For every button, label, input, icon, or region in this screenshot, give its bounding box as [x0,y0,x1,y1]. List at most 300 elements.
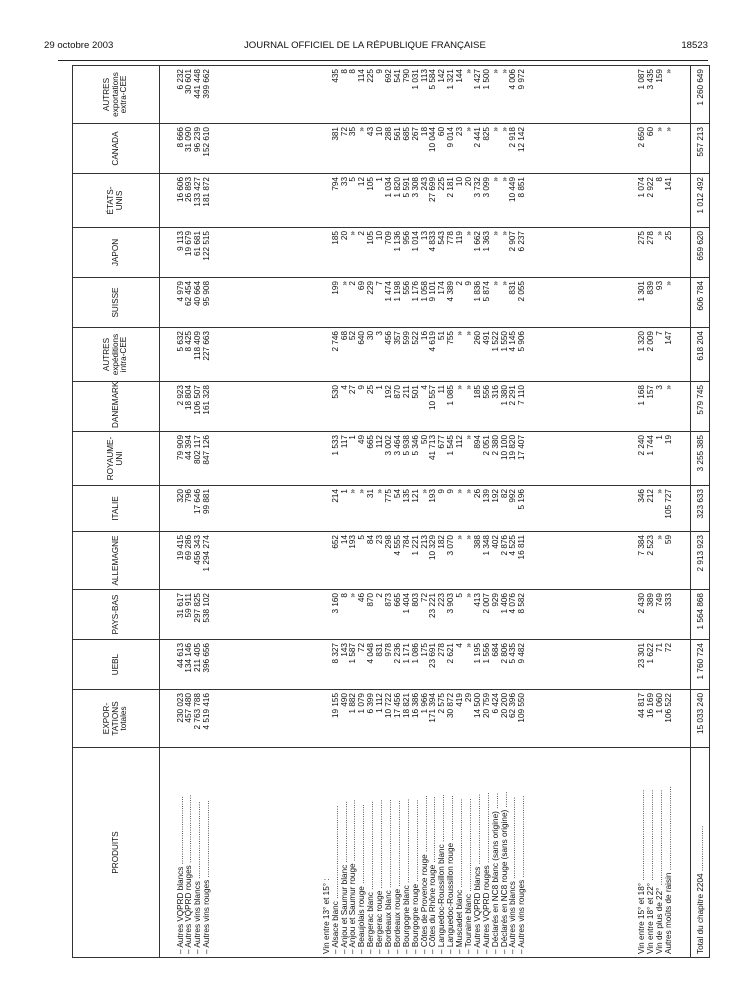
table-value: 1 085 [446,385,456,406]
table-value: 1 380 [499,385,509,406]
value-cell [160,382,229,432]
table-value: 1 427 [472,69,482,90]
table-value: » [455,535,465,540]
product-label: – Languedoc-Roussillon blanc ..................... [437,794,447,954]
table-value: 35 [348,127,358,137]
table-value: 435 [330,69,340,83]
table-value: 142 [437,69,447,83]
table-value: 10 [375,231,385,241]
table-value: 2 240 [636,435,646,456]
table-value: 143 [339,643,349,657]
table-value: » [463,331,473,336]
value-cell [160,124,229,174]
table-value: 298 [383,535,393,549]
table-value: » [339,281,349,286]
table-value: 4 145 [508,331,518,352]
column-header: SUISSE [73,278,160,328]
table-value: 26 [472,489,482,499]
table-value: 2 523 [645,535,655,556]
table-value: 749 [654,593,664,607]
table-value: 1 176 [410,281,420,302]
table-value: » [490,231,500,236]
table-value: 3 464 [392,435,402,456]
table-value: 992 [508,489,518,503]
table-value: 9 101 [428,281,438,302]
table-value: 147 [663,331,673,345]
table-value: 4 525 [508,535,518,556]
table-value: 211 405 [193,643,203,672]
table-value: 3 732 [472,177,482,198]
product-label: – Côtes du Rhône rouge ............................. [428,796,438,954]
total-value: 606 784 [691,278,710,328]
table-value: 870 [392,385,402,399]
table-row-group [160,66,229,958]
table-value: » [375,489,385,494]
total-label: Total du chapitre 2204 .................... [691,748,710,958]
table-value: » [663,69,673,74]
table-value: 12 [357,177,367,187]
table-value: 17 646 [193,489,203,515]
table-value: 684 [490,643,500,657]
table-value: 2 236 [392,643,402,664]
table-value: 20 759 [481,693,491,719]
table-value: 1 836 [472,281,482,302]
table-value: 27 699 [428,177,438,203]
table-value: 31 [366,489,376,499]
table-value: 4 389 [446,281,456,302]
table-value: 267 [410,127,420,141]
product-label: – Anjou et Saumur blanc ........................... [339,801,349,954]
table-value: 1 348 [481,535,491,556]
value-cell [160,278,229,328]
table-value: » [455,331,465,336]
table-value: 2 923 [175,385,185,406]
table-value: » [499,127,509,132]
table-value: 831 [375,643,385,657]
table-value: 133 427 [193,177,203,207]
table-value: » [663,281,673,286]
rotated-table [72,69,710,958]
table-value: 19 415 [175,535,185,561]
table-value: 9 [437,489,447,494]
table-value: 69 [357,281,367,291]
table-value: 1 622 [645,643,655,664]
value-cell [229,278,622,328]
table-value: 106 507 [193,385,203,415]
table-value: 9 113 [175,231,185,251]
table-value: » [499,177,509,182]
table-value: 8 582 [517,593,527,614]
table-value: 320 [175,489,185,503]
table-value: 192 [383,385,393,399]
table-value: 346 [636,489,646,503]
table-value: 112 [375,435,385,449]
table-value: 456 [383,331,393,345]
product-label: – Bergerac rouge ....................................... [375,799,385,954]
total-value: 557 213 [691,124,710,174]
table-value: 44 613 [175,643,185,669]
product-label: – Languedoc-Roussillon rouge .................... [446,795,456,954]
table-value: 61 681 [193,231,203,257]
table-value: 95 908 [202,281,212,307]
total-value: 15 033 240 [691,690,710,748]
table-value: 8 851 [517,177,527,198]
table-value: 9 [446,489,456,494]
table-value: » [654,231,664,236]
product-label: – Autres vins blancs .................................... [508,797,518,954]
table-value: 8 [654,177,664,182]
table-value: 1 500 [481,69,491,90]
total-value: 618 204 [691,328,710,382]
table-value: 60 [645,127,655,137]
table-value: 161 328 [202,385,212,415]
table-value: 9 972 [517,69,527,90]
table-value: 8 [339,593,349,598]
table-value: 1 [339,489,349,494]
product-label: – Autres VQPRD rouges .............................. [184,794,194,954]
table-row-group [621,66,690,958]
table-value: 778 [446,231,456,245]
table-value: 19 155 [330,693,340,719]
column-header: AUTRES expéditions intra-CEE [73,328,160,382]
header-date: 29 octobre 2003 [44,40,114,51]
table-value: 4 [339,385,349,390]
table-value: 16 386 [410,693,420,719]
table-value: 10 [455,177,465,187]
table-value: 2 763 788 [193,693,203,730]
table-value: 847 126 [202,435,212,465]
table-value: 2 181 [446,177,456,198]
value-cell [621,66,690,124]
value-cell [160,532,229,590]
column-header: ITALIE [73,486,160,532]
table-value: 229 [366,281,376,295]
table-value: 3 903 [446,593,456,614]
table-value: 62 396 [508,693,518,719]
header-title: JOURNAL OFFICIEL DE LA RÉPUBLIQUE FRANÇAISE [244,40,486,51]
table-value: 3 002 [383,435,393,456]
table-value: 141 [663,177,673,191]
table-value: 677 [437,435,447,449]
product-label: – Bourgogne rouge .................................... [410,799,420,954]
header-rule [58,60,708,61]
table-value: » [463,127,473,132]
table-value: 1 744 [645,435,655,456]
table-value: 2 876 [499,535,509,556]
table-value: 10 329 [428,535,438,561]
table-value: 1 533 [330,435,340,456]
table-value: 40 664 [193,281,203,307]
table-value: 794 [330,177,340,191]
table-value: 1 087 [636,69,646,90]
table-value: 152 610 [202,127,212,157]
value-cell [160,640,229,690]
table-value: 2 009 [645,331,655,352]
product-label: – Touraine blanc ......................................... [463,798,473,954]
table-value: » [455,385,465,390]
value-cell [229,690,622,748]
page-header [44,40,708,56]
table-value: 561 [392,127,402,141]
product-label: – Muscadet blanc ....................................... [455,798,465,954]
product-cell [621,748,690,958]
table-value: 490 [339,693,349,707]
table-value: 8 327 [330,643,340,664]
table-value: 6 399 [366,693,376,714]
table-value: 2 806 [499,643,509,664]
table-value: 530 [330,385,340,399]
table-value: 3 435 [645,69,655,90]
table-value: 185 [472,385,482,399]
table-value: » [463,593,473,598]
product-label: – Autres VQPRD blancs ............................... [472,793,482,954]
table-value: » [490,127,500,132]
table-value: 16 169 [645,693,655,719]
table-value: 99 881 [202,489,212,515]
total-value: 1 564 868 [691,590,710,640]
table-value: 106 522 [663,693,673,723]
column-header: PAYS-BAS [73,590,160,640]
table-value: 802 117 [193,435,203,464]
table-value: 1 [375,385,385,390]
table-value: 8 [339,69,349,74]
table-value: 174 [437,281,447,295]
table-value: 2 922 [645,177,655,198]
table-value: 114 [357,69,367,83]
table-value: 522 [410,331,420,345]
table-value: 4 [455,643,465,648]
table-value: 839 [645,281,655,295]
table-value: 357 [392,331,402,345]
total-value: 3 255 385 [691,432,710,486]
table-value: 1 198 [392,281,402,302]
table-value: 16 811 [517,535,527,560]
value-cell [160,328,229,382]
table-value: 541 [392,69,402,83]
table-value: 3 160 [330,593,340,614]
table-value: 1 820 [392,177,402,198]
table-value: 5 874 [481,281,491,302]
table-value: 7 [375,281,385,286]
table-value: 113 [419,69,429,83]
table-value: 2 380 [490,435,500,456]
product-label: – Bordeaux rouge ...................................... [392,800,402,954]
value-cell [160,486,229,532]
table-value: 171 394 [428,693,438,723]
column-header: UEBL [73,640,160,690]
value-cell [229,228,622,278]
table-value: 1 086 [410,643,420,664]
table-value: 23 301 [636,643,646,669]
value-cell [621,590,690,640]
table-value: 31 090 [184,127,194,153]
table-value: 456 343 [193,535,203,565]
table-value: 82 [499,489,509,499]
table-value: 1 320 [636,331,646,352]
table-value: 790 [401,69,411,83]
table-value: 72 [339,127,349,137]
table-value: 5 584 [428,69,438,90]
table-value: 2 575 [437,693,447,714]
table-value: 388 [472,535,482,549]
value-cell [621,486,690,532]
table-value: 25 [663,231,673,241]
table-value: 7 [654,331,664,336]
table-value: 4 979 [175,281,185,302]
table-value: 44 817 [636,693,646,719]
value-cell [621,532,690,590]
table-value: 775 [383,489,393,503]
value-cell [160,590,229,640]
table-value: » [463,643,473,648]
table-value: 2 [375,593,385,598]
value-cell [160,174,229,228]
column-header: JAPON [73,228,160,278]
table-value: 62 454 [184,281,194,307]
table-value: 12 142 [517,127,527,153]
table-value: 72 [663,643,673,653]
table-value: » [490,281,500,286]
table-value: 4 619 [428,331,438,352]
table-value: 5 [357,535,367,540]
table-value: 193 [348,535,358,549]
table-value: 193 [428,489,438,503]
table-value: 894 [472,435,482,449]
table-value: 2 055 [517,281,527,302]
column-header: DANEMARK [73,382,160,432]
table-value: 297 825 [193,593,203,623]
table-value: 6 237 [517,231,527,252]
product-label: – Bergerac blanc ....................................... [366,801,376,954]
table-value: » [663,385,673,390]
value-cell [621,278,690,328]
table-value: » [463,231,473,236]
table-value: 223 [437,593,447,607]
table-value: 5 196 [517,489,527,510]
table-value: » [419,489,429,494]
table-value: 1 550 [499,331,509,352]
table-value: 1 014 [410,231,420,252]
table-value: 51 [437,331,447,341]
table-value: 139 [481,489,491,503]
table-value: 175 [419,643,429,657]
total-value: 1 760 724 [691,640,710,690]
table-value: 192 [490,489,500,503]
table-value: 1 321 [446,69,456,90]
table-value: 1 074 [636,177,646,198]
table-value: 5 938 [401,435,411,456]
table-value: 5 632 [175,331,185,352]
table-value: 105 727 [663,489,673,519]
table-header-row [73,66,160,958]
table-value: 4 [419,385,429,390]
table-value: 9 482 [517,643,527,664]
value-cell [229,124,622,174]
table-value: 96 239 [193,127,203,153]
table-value: 1 545 [446,435,456,456]
total-value: 579 745 [691,382,710,432]
table-value: 1 406 [499,593,509,614]
table-value: 1 301 [636,281,646,302]
product-label: – Autres vins rouges .................................. [202,800,212,954]
table-value: 2 621 [446,643,456,664]
table-value: 692 [383,69,393,83]
table-value: 784 [401,535,411,549]
table-value: 275 [636,231,646,245]
product-label: – Alsace blanc ......................................... [330,805,340,954]
table-value: 2 [357,231,367,236]
product-label: Vin de plus de 22° .......................................... [654,789,664,954]
table-value: 225 [366,69,376,83]
table-value: 17 456 [392,693,402,719]
table-value: 873 [383,593,393,607]
table-value: 11 [437,385,447,394]
value-cell [621,124,690,174]
table-value: 389 [645,593,655,607]
table-value: 2 291 [508,385,518,406]
column-header: AUTRES exportations extra-CEE [73,66,160,124]
table-value: 1 [375,177,385,182]
table-value: 227 663 [202,331,212,361]
table-value: 10 557 [428,385,438,411]
table-value: 52 [348,331,358,341]
table-value: 4 076 [508,593,518,614]
table-value: 84 [366,535,376,545]
table-value: 17 407 [517,435,527,461]
table-value: 68 [339,331,349,341]
table-value: 105 [366,177,376,191]
table-value: » [490,177,500,182]
header-page-number: 18523 [681,40,708,51]
table-value: 3 [375,331,385,336]
table-value: 181 872 [202,177,212,207]
table-value: 7 384 [636,535,646,556]
table-value: 9 [463,281,473,286]
table-value: 2 918 [508,127,518,148]
table-value: 54 [392,489,402,499]
table-value: 243 [419,177,429,191]
value-cell [229,382,622,432]
table-value: 16 606 [175,177,185,203]
table-value: 23 221 [428,593,438,619]
table-value: 665 [366,435,376,449]
table-value: 3 308 [410,177,420,198]
table-value: 33 [339,177,349,187]
table-value: 4 519 416 [202,693,212,730]
table-value: 212 [645,489,655,503]
table-value: 956 [401,231,411,245]
export-table [72,65,710,958]
table-value: 556 [401,281,411,295]
table-value: 1 112 [375,693,385,713]
table-value: 599 [401,331,411,345]
table-value: 4 006 [508,69,518,90]
table-value: 5 [348,177,358,182]
table-value: 159 [654,69,664,83]
table-value: 14 [339,535,349,545]
table-value: 1 031 [410,69,420,90]
table-value: 870 [366,593,376,607]
table-value: 23 691 [428,643,438,669]
table-value: 134 146 [184,643,194,673]
product-label: – Anjou et Saumur rouge ........................... [348,799,358,954]
product-label: – Côtes de Provence rouge ......................... [419,795,429,954]
value-cell [229,532,622,590]
product-label: – Déclarés en NC8 rouge (sans origine) ....... [499,791,509,954]
column-header: ROYAUME- UNI [73,432,160,486]
table-value: 5 906 [517,331,527,352]
table-value: 112 [455,435,465,449]
